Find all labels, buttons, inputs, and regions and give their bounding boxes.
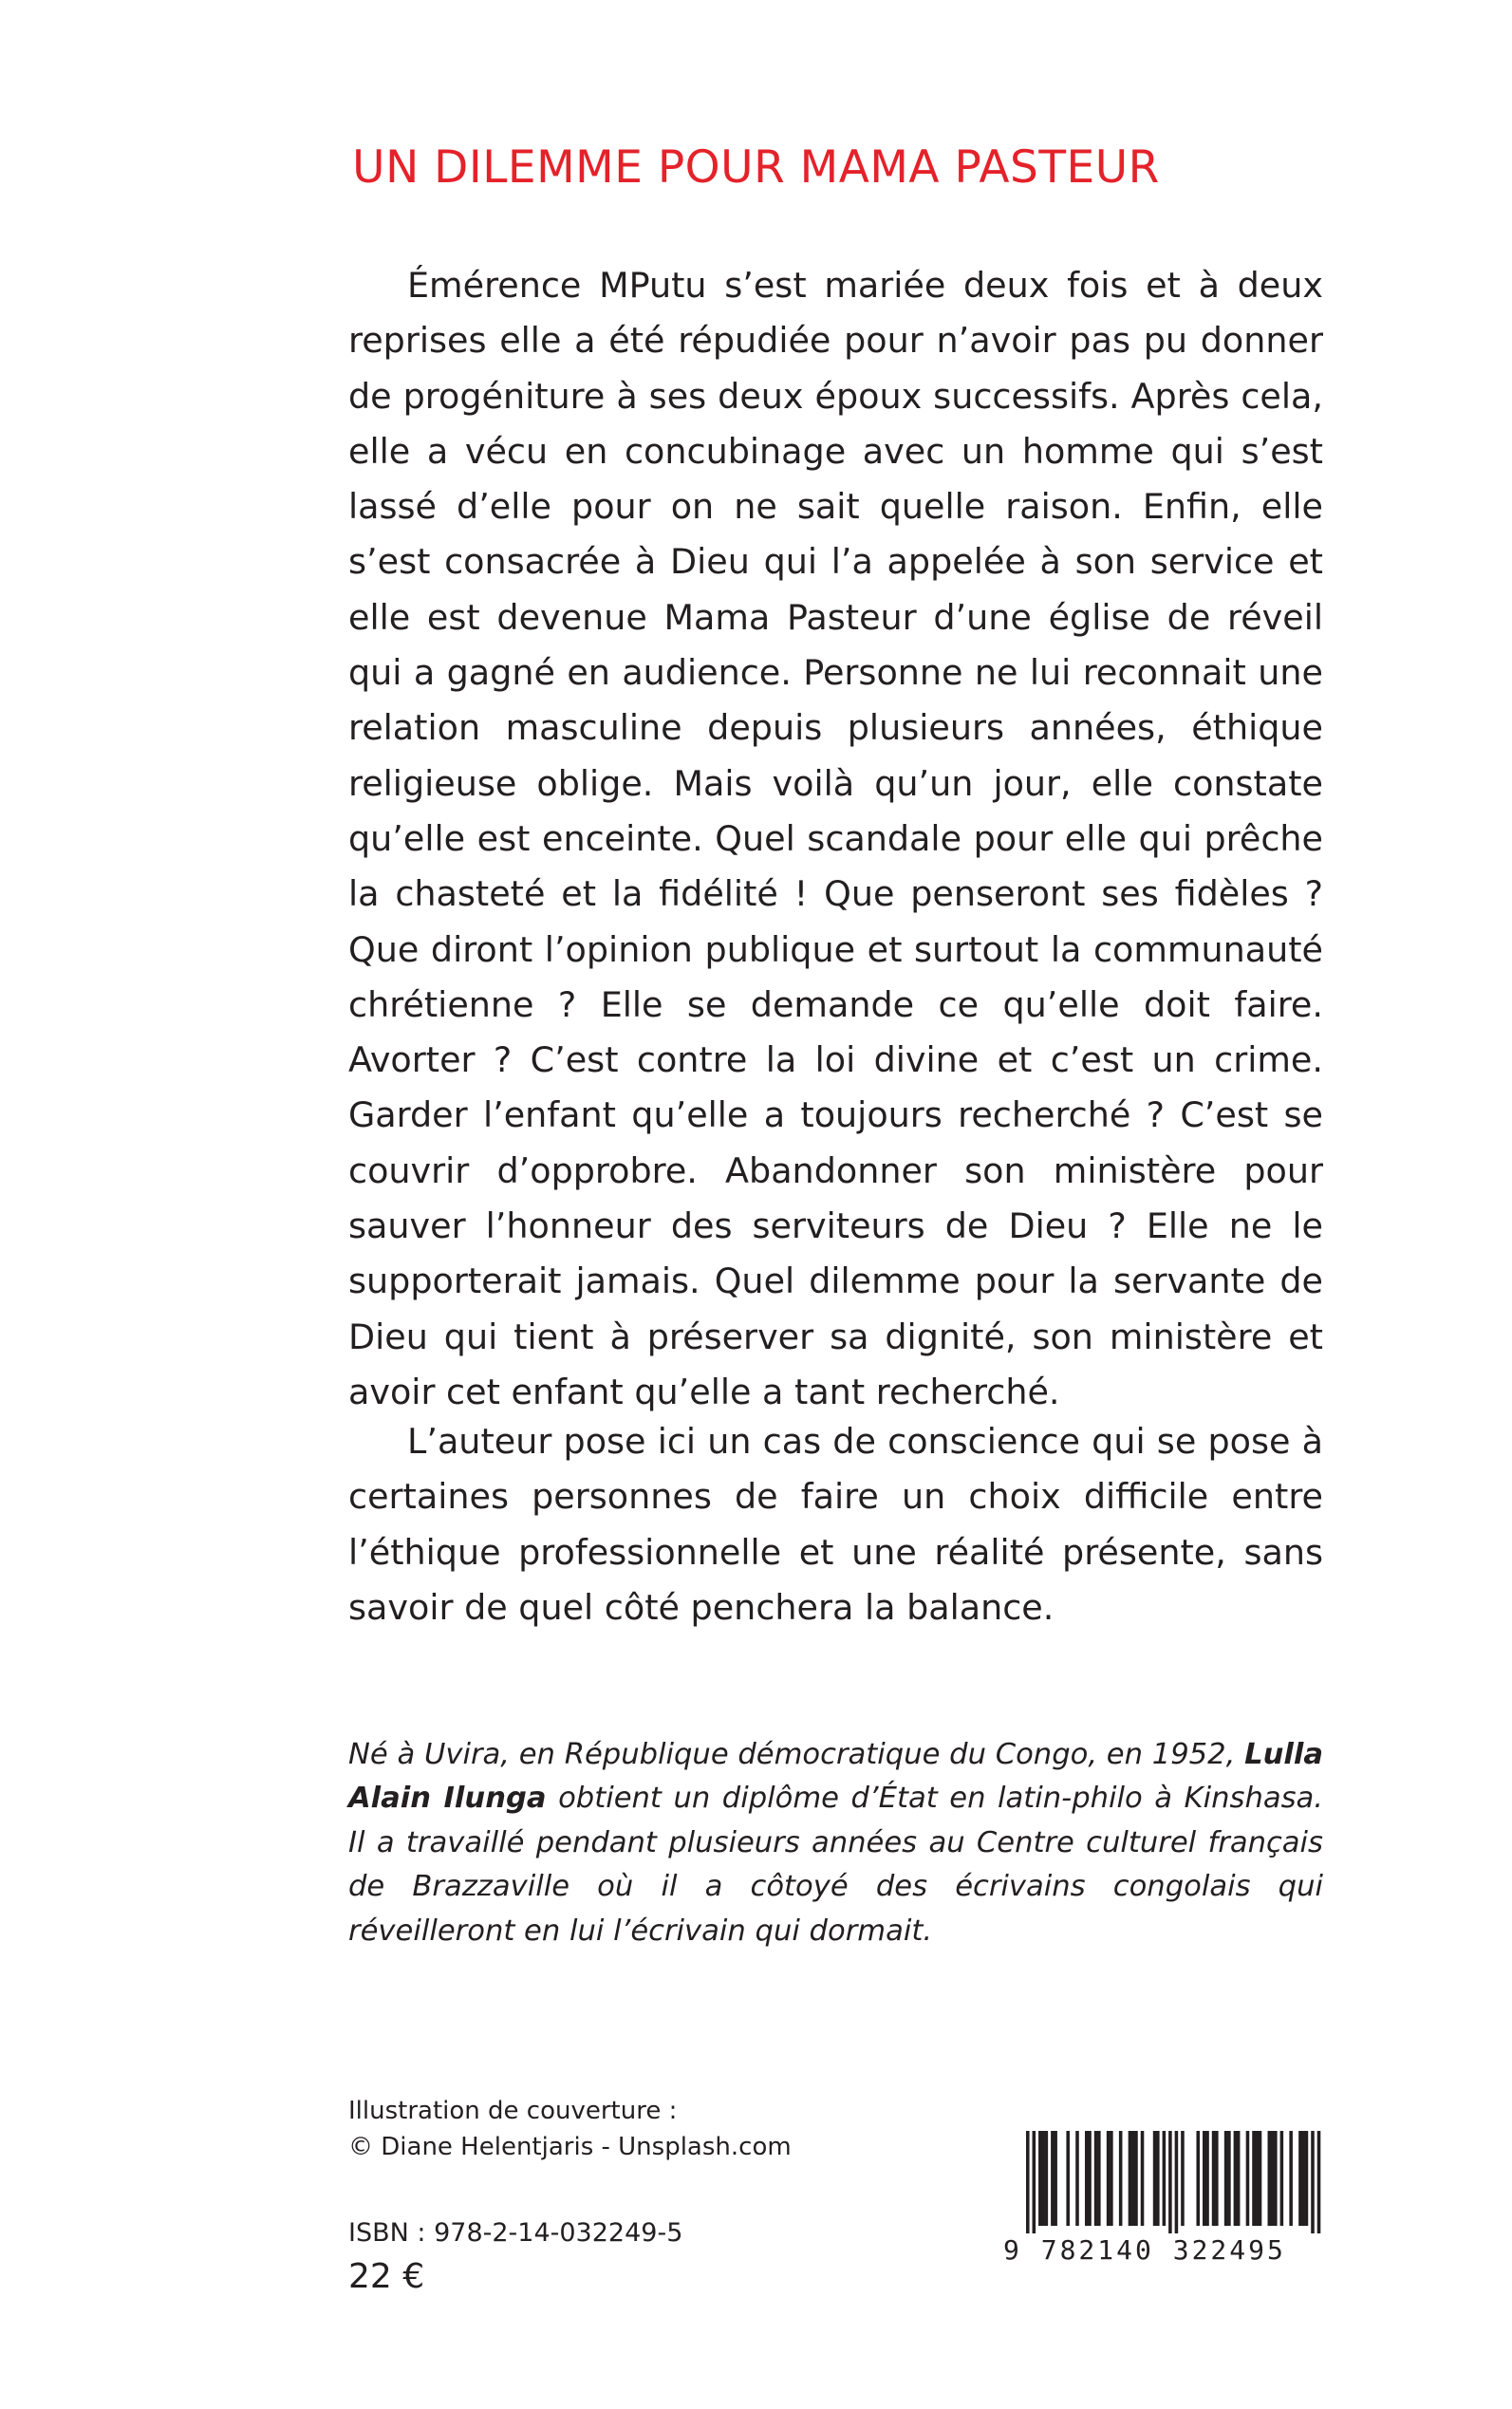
synopsis-paragraph-1-text: Émérence MPutu s’est mariée deux fois et à deux reprises elle a été répudiée pour n’avoir pas pu donner de progéniture à ses deux époux successifs. Après cela, elle a vécu en concubinage avec un homme qui s’est lassé d’elle pour on ne sait quelle raison. Enfin, elle s’est consacrée à Dieu qui l’a appelée à son service et elle est devenue Mama Pasteur d’une église de réveil qui a gagné en audience. Personne ne lui reconnait une relation masculine depuis plusieurs années, éthique religieuse oblige. Mais voilà qu’un jour, elle constate qu’elle est enceinte. Quel scandale pour elle qui prêche la chasteté et la fidélité ! Que penseront ses fidèles ? Que diront l’opinion publique et surtout la communauté chrétienne ? Elle se demande ce qu’elle doit faire. Avorter ? C’est contre la loi divine et c’est un crime. Garder l’enfant qu’elle a toujours recherché ? C’est se couvrir d’opprobre. Abandonner son ministère pour sauver l’honneur des serviteurs de Dieu ? Elle ne le supporterait jamais. Quel dilemme pour la servante de Dieu qui tient à préserver sa dignité, son ministère et avoir cet enfant qu’elle a tant recherché.	[348, 265, 1323, 1412]
barcode-bar	[1237, 2131, 1241, 2226]
barcode-bar	[1075, 2131, 1079, 2226]
barcode-bar	[1107, 2131, 1111, 2226]
barcode-bar	[1305, 2131, 1309, 2226]
barcode-bar	[1131, 2131, 1135, 2226]
barcode-bar	[1255, 2131, 1259, 2226]
barcode-bar	[1041, 2131, 1045, 2226]
author-bio-rest: obtient un diplôme d’État en latin-philo à Kinshasa. Il a travaillé pendant plusieurs années au Centre culturel français de Brazzaville où il a côtoyé des écrivains congolais qui réveilleront en lui l’écrivain qui dormait.	[348, 1782, 1323, 1948]
synopsis-paragraph-1	[348, 258, 1323, 1420]
barcode-bar	[1268, 2131, 1272, 2226]
isbn-text: ISBN : 978-2-14-032249-5	[348, 2218, 683, 2248]
illustration-credit	[348, 2093, 792, 2165]
price-text: 22 €	[348, 2257, 425, 2296]
barcode-bar	[1038, 2131, 1042, 2226]
author-name: Lulla Alain Ilunga	[348, 1738, 1323, 1816]
barcode-bar	[1252, 2131, 1256, 2226]
barcode-bar	[1259, 2131, 1262, 2226]
barcode-bar	[1212, 2131, 1216, 2226]
barcode-bar	[1289, 2131, 1293, 2226]
barcode-bar	[1026, 2131, 1030, 2233]
barcode-bar	[1271, 2131, 1275, 2226]
author-bio-intro: Né à Uvira, en République démocratique du Congo, en 1952,	[348, 1738, 1236, 1771]
barcode-bar	[1045, 2131, 1049, 2226]
barcode-bar	[1054, 2131, 1057, 2226]
barcode-bar	[1094, 2131, 1098, 2226]
synopsis-paragraph-2-text: L’auteur pose ici un cas de conscience qui se pose à certaines personnes de faire un choix difficile entre l’éthique professionnelle et une réalité présente, sans savoir de quel côté penchera la balance.	[348, 1421, 1323, 1628]
barcode-graphic	[1003, 2131, 1326, 2233]
illustration-credit-label: Illustration de couverture :	[348, 2097, 678, 2125]
barcode	[1003, 2131, 1326, 2319]
barcode-bar	[1168, 2131, 1172, 2233]
barcode-bar	[1203, 2131, 1206, 2226]
barcode-bar	[1163, 2131, 1167, 2226]
barcode-bar	[1088, 2131, 1092, 2226]
barcode-digits: 9 782140 322495	[1003, 2234, 1286, 2266]
illustration-credit-source: © Diane Helentjaris - Unsplash.com	[348, 2133, 792, 2161]
barcode-bar	[1066, 2131, 1070, 2226]
barcode-bar	[1298, 2131, 1302, 2226]
barcode-bar	[1097, 2131, 1101, 2226]
author-bio	[348, 1733, 1323, 1953]
barcode-bar	[1224, 2131, 1228, 2226]
barcode-bar	[1317, 2131, 1321, 2233]
barcode-bar	[1196, 2131, 1200, 2226]
barcode-bar	[1119, 2131, 1123, 2226]
barcode-bar	[1129, 2131, 1132, 2226]
barcode-bar	[1227, 2131, 1231, 2226]
barcode-bar	[1085, 2131, 1089, 2226]
barcode-bar	[1175, 2131, 1179, 2233]
barcode-bar	[1181, 2131, 1185, 2226]
barcode-bar	[1280, 2131, 1284, 2226]
barcode-bar	[1215, 2131, 1219, 2226]
barcode-bar	[1033, 2131, 1036, 2233]
barcode-bar	[1246, 2131, 1250, 2226]
book-title: UN DILEMME POUR MAMA PASTEUR	[352, 141, 1160, 195]
barcode-bar	[1311, 2131, 1315, 2233]
barcode-bar	[1234, 2131, 1238, 2226]
barcode-bar	[1301, 2131, 1305, 2226]
barcode-bar	[1274, 2131, 1278, 2226]
barcode-bar	[1156, 2131, 1160, 2226]
barcode-bar	[1051, 2131, 1055, 2226]
synopsis-paragraph-2	[348, 1414, 1323, 1635]
barcode-bar	[1205, 2131, 1209, 2226]
barcode-bar	[1134, 2131, 1138, 2226]
barcode-bar	[1153, 2131, 1157, 2226]
barcode-bar	[1141, 2131, 1145, 2226]
barcode-bar	[1110, 2131, 1113, 2226]
